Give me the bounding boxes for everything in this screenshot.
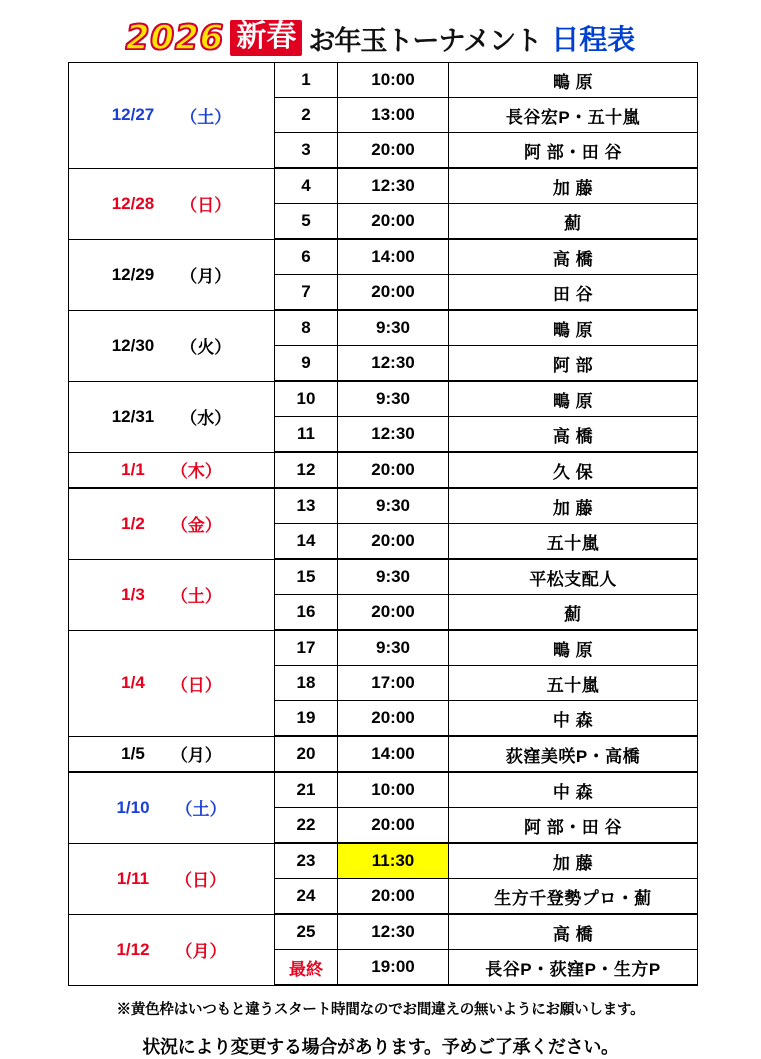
table-row (69, 168, 698, 204)
title-tournament-name: お年玉トーナメント (308, 25, 542, 56)
table-row (69, 63, 698, 98)
player-name-cell: 鴫 原 (449, 63, 698, 98)
date-cell (69, 239, 275, 310)
weekday-label: （金） (170, 516, 222, 536)
weekday-label: （日） (170, 675, 222, 695)
start-time-cell: 19:00 (338, 950, 449, 986)
date-label: 1/4 (121, 673, 145, 692)
date-label: 12/28 (111, 193, 155, 213)
start-time-cell: 11:30 (338, 843, 449, 879)
match-number-cell: 14 (275, 524, 338, 560)
date-cell (69, 843, 275, 914)
date-cell (69, 168, 275, 239)
date-cell (69, 559, 275, 630)
start-time-cell: 12:30 (338, 417, 449, 453)
match-number-cell: 20 (275, 736, 338, 772)
start-time-cell: 12:30 (338, 168, 449, 204)
start-time-cell: 20:00 (338, 595, 449, 631)
player-name-cell: 阿 部・田 谷 (449, 808, 698, 844)
weekday-label: （木） (170, 462, 222, 482)
date-label: 12/27 (111, 105, 155, 125)
start-time-cell: 20:00 (338, 808, 449, 844)
player-name-cell: 中 森 (449, 772, 698, 808)
date-label: 12/29 (111, 264, 155, 284)
weekday-label: （月） (170, 746, 222, 766)
table-row (69, 843, 698, 879)
match-number-cell: 23 (275, 843, 338, 879)
date-cell (69, 736, 275, 772)
weekday-label: （日） (180, 196, 232, 215)
player-name-cell: 加 藤 (449, 488, 698, 524)
start-time-cell: 9:30 (338, 310, 449, 346)
match-number-cell: 8 (275, 310, 338, 346)
start-time-cell: 13:00 (338, 98, 449, 133)
player-name-cell: 五十嵐 (449, 666, 698, 701)
player-name-cell: 平松支配人 (449, 559, 698, 595)
player-name-cell: 高 橋 (449, 417, 698, 453)
start-time-cell: 20:00 (338, 204, 449, 240)
note-highlight-explanation: ※黄色枠はいつもと違うスタート時間なのでお間違えの無いようにお願いします。 (116, 1002, 645, 1018)
date-label: 12/30 (111, 335, 155, 355)
date-label: 1/12 (116, 939, 150, 959)
date-cell (69, 488, 275, 559)
match-number-cell: 7 (275, 275, 338, 311)
table-row (69, 239, 698, 275)
title-year: 2026 (125, 18, 225, 58)
date-cell (69, 63, 275, 169)
date-label: 1/10 (116, 797, 150, 817)
start-time-cell: 9:30 (338, 559, 449, 595)
player-name-cell: 田 谷 (449, 275, 698, 311)
match-number-cell: 10 (275, 381, 338, 417)
start-time-cell: 17:00 (338, 666, 449, 701)
match-number-cell: 6 (275, 239, 338, 275)
player-name-cell: 中 森 (449, 701, 698, 737)
date-cell (69, 381, 275, 452)
match-number-cell: 24 (275, 879, 338, 915)
player-name-cell: 長谷宏P・五十嵐 (449, 98, 698, 133)
start-time-cell: 9:30 (338, 630, 449, 666)
date-label: 12/31 (111, 406, 155, 426)
page-title (0, 0, 761, 62)
table-row (69, 310, 698, 346)
weekday-label: （土） (175, 800, 227, 820)
match-number-cell: 19 (275, 701, 338, 737)
date-cell (69, 914, 275, 985)
weekday-label: （日） (175, 871, 227, 890)
start-time-cell: 10:00 (338, 772, 449, 808)
start-time-cell: 20:00 (338, 524, 449, 560)
start-time-cell: 9:30 (338, 488, 449, 524)
date-label: 1/11 (116, 868, 150, 888)
match-number-cell: 1 (275, 63, 338, 98)
date-label: 1/1 (121, 459, 145, 479)
player-name-cell: 鴫 原 (449, 630, 698, 666)
match-number-cell: 最終 (275, 950, 338, 986)
table-row (69, 452, 698, 488)
start-time-cell: 14:00 (338, 736, 449, 772)
table-row (69, 381, 698, 417)
player-name-cell: 長谷P・荻窪P・生方P (449, 950, 698, 986)
match-number-cell: 16 (275, 595, 338, 631)
start-time-cell: 20:00 (338, 879, 449, 915)
match-number-cell: 12 (275, 452, 338, 488)
match-number-cell: 21 (275, 772, 338, 808)
player-name-cell: 薊 (449, 204, 698, 240)
date-label: 1/2 (121, 513, 145, 533)
date-cell (69, 630, 275, 736)
start-time-cell: 20:00 (338, 275, 449, 311)
start-time-cell: 14:00 (338, 239, 449, 275)
start-time-cell: 10:00 (338, 63, 449, 98)
match-number-cell: 9 (275, 346, 338, 382)
weekday-label: （土） (180, 107, 232, 127)
start-time-cell: 20:00 (338, 701, 449, 737)
match-number-cell: 5 (275, 204, 338, 240)
player-name-cell: 鴫 原 (449, 310, 698, 346)
start-time-cell: 9:30 (338, 381, 449, 417)
match-number-cell: 4 (275, 168, 338, 204)
weekday-label: （水） (180, 409, 232, 428)
match-number-cell: 15 (275, 559, 338, 595)
title-shinshun-badge: 新春 (230, 20, 302, 56)
player-name-cell: 加 藤 (449, 168, 698, 204)
schedule-table (68, 62, 698, 986)
date-cell (69, 310, 275, 381)
table-row (69, 488, 698, 524)
player-name-cell: 鴫 原 (449, 381, 698, 417)
match-number-cell: 22 (275, 808, 338, 844)
player-name-cell: 五十嵐 (449, 524, 698, 560)
player-name-cell: 加 藤 (449, 843, 698, 879)
table-row (69, 914, 698, 950)
weekday-label: （月） (180, 267, 232, 286)
table-row (69, 772, 698, 808)
start-time-cell: 12:30 (338, 346, 449, 382)
player-name-cell: 高 橋 (449, 239, 698, 275)
player-name-cell: 高 橋 (449, 914, 698, 950)
weekday-label: （火） (180, 338, 232, 357)
match-number-cell: 25 (275, 914, 338, 950)
match-number-cell: 18 (275, 666, 338, 701)
match-number-cell: 3 (275, 133, 338, 169)
weekday-label: （月） (175, 942, 227, 961)
date-label: 1/5 (121, 743, 145, 763)
match-number-cell: 13 (275, 488, 338, 524)
date-label: 1/3 (121, 584, 145, 604)
start-time-cell: 20:00 (338, 133, 449, 169)
player-name-cell: 荻窪美咲P・高橋 (449, 736, 698, 772)
note-change-disclaimer: 状況により変更する場合があります。予めご了承ください。 (142, 1037, 619, 1057)
player-name-cell: 久 保 (449, 452, 698, 488)
match-number-cell: 2 (275, 98, 338, 133)
start-time-cell: 12:30 (338, 914, 449, 950)
player-name-cell: 阿 部 (449, 346, 698, 382)
table-row (69, 630, 698, 666)
table-row (69, 559, 698, 595)
table-row (69, 736, 698, 772)
schedule-table-container (0, 62, 761, 986)
start-time-cell: 20:00 (338, 452, 449, 488)
weekday-label: （土） (170, 587, 222, 606)
date-cell (69, 452, 275, 488)
match-number-cell: 17 (275, 630, 338, 666)
title-schedule-label: 日程表 (551, 24, 636, 55)
player-name-cell: 薊 (449, 595, 698, 631)
match-number-cell: 11 (275, 417, 338, 453)
player-name-cell: 生方千登勢プロ・薊 (449, 879, 698, 915)
date-cell (69, 772, 275, 843)
player-name-cell: 阿 部・田 谷 (449, 133, 698, 169)
